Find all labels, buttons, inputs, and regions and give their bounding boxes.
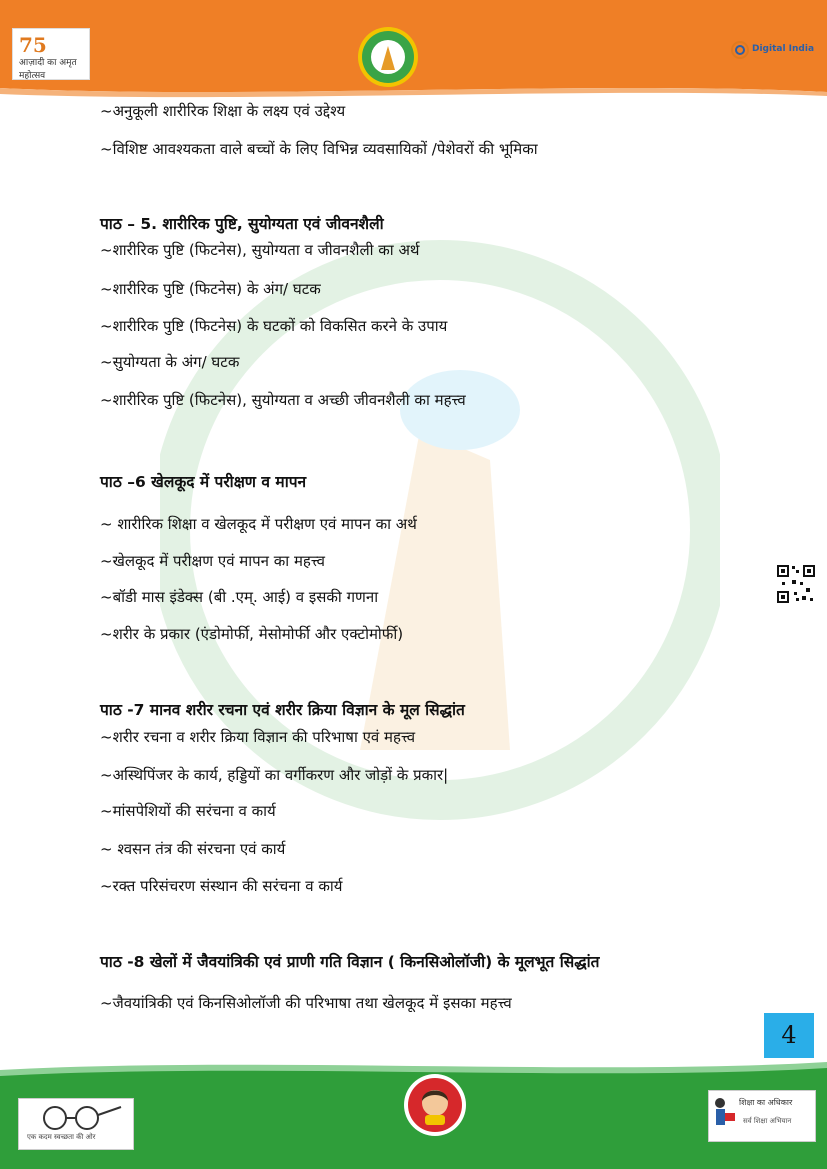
list-item: ~ श्वसन तंत्र की संरचना एवं कार्य [100,840,286,858]
qr-code-icon[interactable] [776,564,816,604]
text-line: ~विशिष्ट आवश्यकता वाले बच्चों के लिए विभिन्न व्यवसायिकों /पेशेवरों की भूमिका [100,140,538,158]
page-number-box [764,1013,814,1058]
digital-india-logo [730,38,815,68]
shiksha-ka-adhikar-logo [708,1090,816,1142]
page-number: 4 [781,1021,797,1049]
children-reading-icon [711,1095,737,1135]
azadi-ka-amrit-mahotsav-logo [12,28,90,80]
digital-india-text: Digital India [752,44,815,54]
shiksha-title: शिक्षा का अधिकार [739,1098,793,1107]
list-item: ~शारीरिक पुष्टि (फिटनेस), सुयोग्यता व जीवनशैली का अर्थ [100,241,420,259]
list-item: ~ शारीरिक शिक्षा व खेलकूद में परीक्षण एवं मापन का अर्थ [100,515,417,533]
section-heading: पाठ -8 खेलों में जैवयांत्रिकी एवं प्राणी गति विज्ञान ( किनसिओलॉजी) के मूलभूत सिद्धांत [100,953,600,971]
section-heading: पाठ –6 खेलकूद में परीक्षण व मापन [100,473,307,491]
list-item: ~शारीरिक पुष्टि (फिटनेस) के घटकों को विकसित करने के उपाय [100,317,448,335]
list-item: ~जैवयांत्रिकी एवं किनसिओलॉजी की परिभाषा तथा खेलकूद में इसका महत्त्व [100,994,512,1012]
list-item: ~शारीरिक पुष्टि (फिटनेस), सुयोग्यता व अच्छी जीवनशैली का महत्त्व [100,391,466,409]
list-item: ~शरीर रचना व शरीर क्रिया विज्ञान की परिभाषा एवं महत्त्व [100,728,416,746]
beti-bachao-badge-icon [403,1073,467,1137]
section-heading: पाठ – 5. शारीरिक पुष्टि, सुयोग्यता एवं जीवनशैली [100,215,384,233]
sarva-shiksha-text: सर्व शिक्षा अभियान [743,1117,792,1125]
logo-azadi-text: आज़ादी का अमृत महोत्सव [19,58,77,81]
section-heading: पाठ -7 मानव शरीर रचना एवं शरीर क्रिया विज्ञान के मूल सिद्धांत [100,701,465,719]
swachh-caption: एक कदम स्वच्छता की ओर [27,1133,96,1141]
list-item: ~मांसपेशियों की सरंचना व कार्य [100,802,276,820]
list-item: ~अस्थिपिंजर के कार्य, हड्डियों का वर्गीकरण और जोड़ों के प्रकार| [100,766,449,784]
list-item: ~शारीरिक पुष्टि (फिटनेस) के अंग/ घटक [100,280,321,298]
swachh-bharat-logo [18,1098,134,1150]
list-item: ~खेलकूद में परीक्षण एवं मापन का महत्त्व [100,552,326,570]
list-item: ~रक्त परिसंचरण संस्थान की सरंचना व कार्य [100,877,343,895]
text-line: ~अनुकूली शारीरिक शिक्षा के लक्ष्य एवं उद्देश्य [100,102,346,120]
board-seal-icon [357,26,419,88]
swachh-glasses-icon [25,1103,125,1133]
list-item: ~शरीर के प्रकार (एंडोमोर्फी, मेसोमोर्फी और एक्टोमोर्फी) [100,625,404,643]
digital-india-icon [730,40,750,60]
list-item: ~बॉडी मास इंडेक्स (बी .एम्. आई) व इसकी गणना [100,588,379,606]
list-item: ~सुयोग्यता के अंग/ घटक [100,353,240,371]
logo-75-text: 75 [19,33,47,57]
